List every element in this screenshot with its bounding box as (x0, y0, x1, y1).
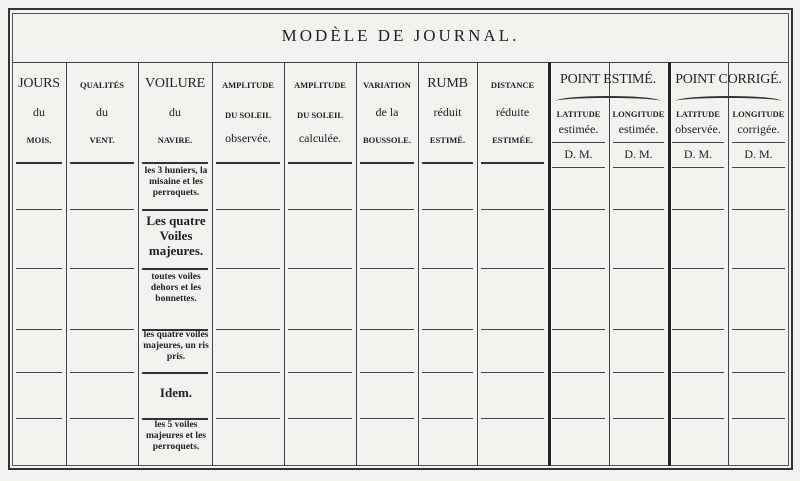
row-rule (16, 418, 62, 419)
column-rule (418, 62, 419, 466)
row-rule (613, 329, 664, 330)
column-header: RUMB (427, 76, 468, 91)
header-rule (552, 167, 605, 168)
page-title: MODÈLE DE JOURNAL. (281, 26, 520, 45)
row-rule (142, 209, 208, 211)
brace (676, 96, 781, 106)
column-header: DISTANCE (490, 80, 535, 90)
header-rule (613, 142, 664, 143)
column-header: VARIATION (363, 80, 411, 90)
column-header: JOURS (18, 76, 60, 91)
row-rule (732, 329, 785, 330)
row-rule (481, 418, 544, 419)
header-rule (288, 162, 352, 164)
row-rule (70, 418, 134, 419)
row-rule (216, 209, 280, 210)
row-rule (288, 372, 352, 373)
row-rule (672, 372, 724, 373)
header-rule (360, 162, 414, 164)
column-header-sub: corrigée. (737, 122, 780, 136)
row-rule (70, 372, 134, 373)
row-rule (360, 418, 414, 419)
row-rule (216, 268, 280, 269)
row-rule (142, 268, 208, 270)
header-rule (16, 162, 62, 164)
row-rule (16, 372, 62, 373)
row-rule (613, 209, 664, 210)
header-rule (142, 162, 208, 164)
column-header: QUALITÉS (80, 80, 124, 90)
column-header-sub: réduit (433, 105, 462, 119)
column-header: LONGITUDE (612, 109, 665, 119)
column-header-sub: du (33, 105, 45, 119)
header-rule (422, 162, 473, 164)
row-rule (70, 209, 134, 210)
row-rule (422, 329, 473, 330)
column-header-sub: DU SOLEIL (224, 110, 272, 120)
row-rule (672, 418, 724, 419)
column-header-sub: observée. (225, 131, 271, 145)
row-rule (672, 268, 724, 269)
voilure-entry: Les quatre Voiles majeures. (146, 213, 206, 258)
header-rule (672, 142, 724, 143)
column-header-sub: NAVIRE. (157, 135, 193, 145)
row-rule (16, 268, 62, 269)
voilure-entry: les 3 huniers, la misaine et les perroquets. (144, 166, 208, 198)
row-rule (422, 418, 473, 419)
voilure-entry: toutes voiles dehors et les bonnettes. (150, 272, 202, 304)
row-rule (552, 209, 605, 210)
row-rule (360, 372, 414, 373)
row-rule (552, 329, 605, 330)
header-rule (732, 142, 785, 143)
row-rule (288, 418, 352, 419)
header-rule (70, 162, 134, 164)
column-header: LONGITUDE (732, 109, 785, 119)
voilure-entry: Idem. (159, 385, 193, 400)
header-rule (481, 162, 544, 164)
unit-label: D. M. (683, 147, 713, 161)
unit-label: D. M. (624, 147, 653, 161)
row-rule (481, 268, 544, 269)
row-rule (481, 209, 544, 210)
column-header-sub: ESTIMÉ. (429, 135, 466, 145)
column-header: LATITUDE (676, 109, 720, 119)
row-rule (288, 329, 352, 330)
column-rule (212, 62, 213, 466)
row-rule (552, 372, 605, 373)
column-header-sub: du (96, 105, 108, 119)
row-rule (552, 418, 605, 419)
column-rule (138, 62, 139, 466)
header-rule (613, 167, 664, 168)
row-rule (613, 268, 664, 269)
row-rule (70, 329, 134, 330)
row-rule (288, 209, 352, 210)
row-rule (142, 372, 208, 374)
row-rule (732, 268, 785, 269)
row-rule (672, 209, 724, 210)
row-rule (422, 209, 473, 210)
column-header: AMPLITUDE (222, 80, 274, 90)
column-header: AMPLITUDE (294, 80, 346, 90)
row-rule (732, 418, 785, 419)
voilure-entry: les quatre voiles majeures, un ris pris. (143, 330, 209, 362)
column-header-sub: calculée. (298, 131, 342, 145)
column-header-sub: VENT. (89, 135, 115, 145)
row-rule (216, 372, 280, 373)
row-rule (422, 268, 473, 269)
row-rule (481, 372, 544, 373)
column-header-sub: BOUSSOLE. (363, 135, 411, 145)
column-header: LATITUDE (556, 109, 601, 119)
unit-label: D. M. (564, 147, 593, 161)
column-rule (284, 62, 285, 466)
row-rule (732, 209, 785, 210)
column-header-sub: MOIS. (26, 135, 52, 145)
column-header: VOILURE (144, 76, 206, 91)
column-header-sub: réduite (495, 105, 530, 119)
row-rule (552, 268, 605, 269)
row-rule (613, 372, 664, 373)
group-header: POINT CORRIGÉ. (675, 72, 782, 87)
column-rule (66, 62, 67, 466)
header-rule (216, 162, 280, 164)
row-rule (360, 209, 414, 210)
header-rule (552, 142, 605, 143)
row-rule (70, 268, 134, 269)
brace (556, 96, 660, 106)
row-rule (16, 209, 62, 210)
row-rule (613, 418, 664, 419)
group-header: POINT ESTIMÉ. (560, 72, 656, 87)
column-rule (477, 62, 478, 466)
divider (12, 62, 789, 63)
column-header-sub: estimée. (558, 122, 599, 136)
column-header-sub: estimée. (618, 122, 659, 136)
unit-label: D. M. (744, 147, 773, 161)
header-rule (672, 167, 724, 168)
row-rule (16, 329, 62, 330)
row-rule (360, 329, 414, 330)
row-rule (422, 372, 473, 373)
row-rule (672, 329, 724, 330)
row-rule (360, 268, 414, 269)
column-header-sub: DU SOLEIL (296, 110, 344, 120)
row-rule (216, 329, 280, 330)
row-rule (288, 268, 352, 269)
row-rule (481, 329, 544, 330)
column-header-sub: observée. (675, 122, 721, 136)
column-header-sub: ESTIMÉE. (492, 135, 533, 145)
column-header-sub: du (169, 105, 181, 119)
row-rule (216, 418, 280, 419)
column-header-sub: de la (375, 105, 399, 119)
voilure-entry: les 5 voiles majeures et les perroquets. (146, 420, 206, 452)
row-rule (732, 372, 785, 373)
header-rule (732, 167, 785, 168)
column-rule (356, 62, 357, 466)
